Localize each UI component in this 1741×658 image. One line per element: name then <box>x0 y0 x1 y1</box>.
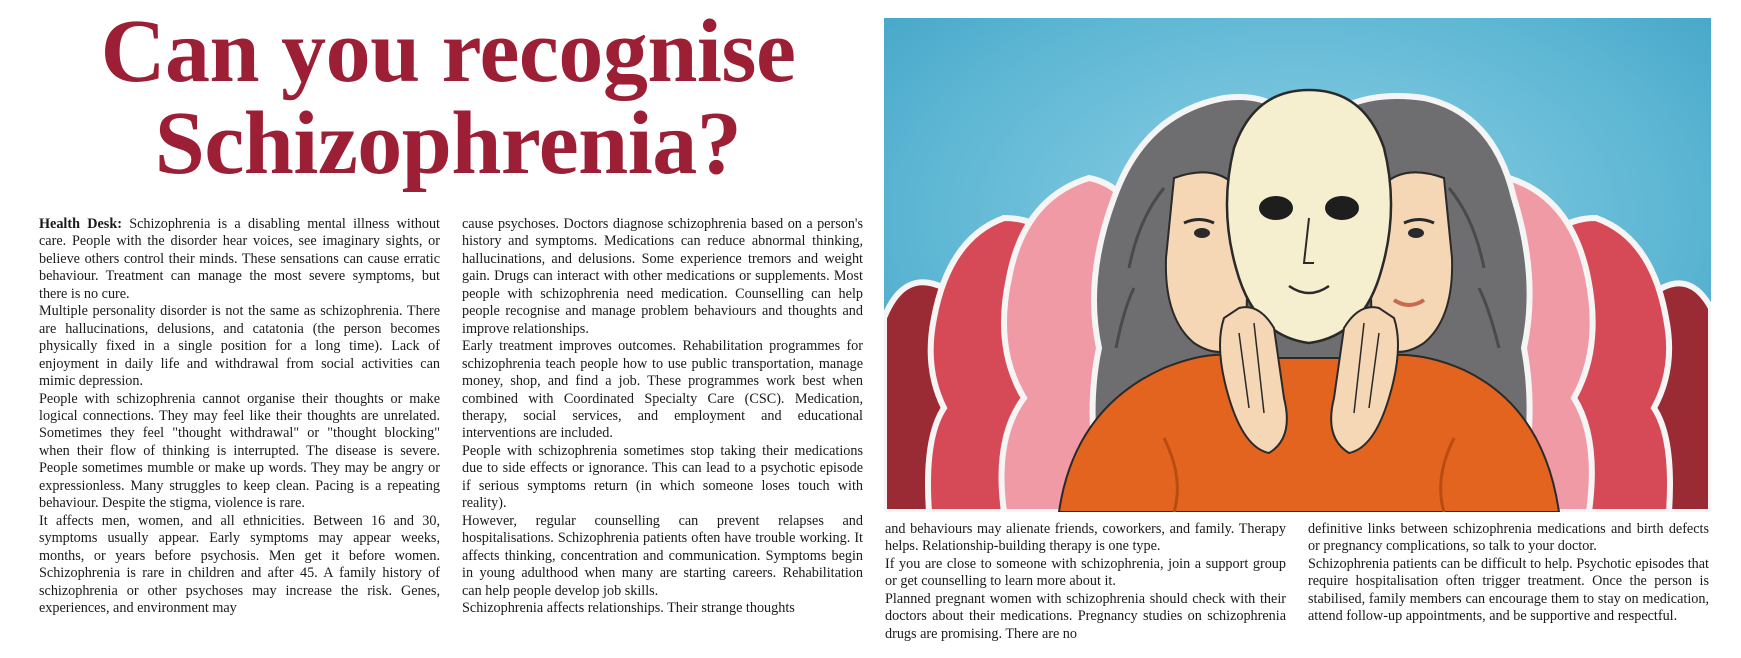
white-mask <box>1227 90 1391 343</box>
paragraph: cause psychoses. Doctors diagnose schizophrenia based on a person's history and symptoms. Medications can reduce abnormal thinking, hallucinations, and delusions. Some experience tremors and weight gain. Drugs can interact with other medications or supplements. Most people with schizophrenia need medication. Counselling can help people recognise and manage problem behaviours and thoughts and improve relationships. <box>462 216 863 337</box>
article-column-1 <box>39 216 440 617</box>
paragraph: Early treatment improves outcomes. Rehabilitation programmes for schizophrenia teach people how to use public transportation, manage money, shop, and find a job. These programmes work best when combined with Coordinated Specialty Care (CSC). Medication, therapy, social services, and employment and educational interventions are included. <box>462 338 863 442</box>
paragraph-text: Schizophrenia is a disabling mental illness without care. People with the disorder hear voices, see imaginary sights, or believe others control their minds. These sensations can cause erratic behaviour. Treatment can manage the most severe symptoms, but there is no cure. <box>39 216 440 302</box>
paragraph: and behaviours may alienate friends, coworkers, and family. Therapy helps. Relationship-building therapy is one type. <box>885 521 1286 555</box>
paragraph <box>39 216 440 303</box>
article-column-2 <box>462 216 863 617</box>
paragraph: Planned pregnant women with schizophrenia should check with their doctors about their medications. Pregnancy studies on schizophrenia drugs are promising. There are no <box>885 590 1286 642</box>
paragraph: It affects men, women, and all ethnicities. Between 16 and 30, symptoms usually appear. Early symptoms may appear weeks, months, or years before psychosis. Men get it before women. Schizophrenia is rare in children and after 45. A family history of schizophrenia or other psychoses may increase the risk. Genes, experiences, and environment may <box>39 512 440 616</box>
headline-line-2: Schizophrenia? <box>154 94 742 193</box>
headline-line-1: Can you recognise <box>100 2 796 101</box>
paragraph: If you are close to someone with schizophrenia, join a support group or get counselling to learn more about it. <box>885 555 1286 590</box>
paragraph: However, regular counselling can prevent relapses and hospitalisations. Schizophrenia patients often have trouble working. It affects thinking, concentration and communication. Symptoms begin in young adulthood when many are starting careers. Rehabilitation can help people develop job skills. <box>462 512 863 599</box>
paragraph: People with schizophrenia cannot organise their thoughts or make logical connections. They may feel like their thoughts are unrelated. Sometimes they feel "thought withdrawal" or "thought blocking" when their flow of thinking is interrupted. The disease is severe. People sometimes mumble or make up words. They may be angry or expressionless. Many struggles to keep clean. Pacing is a repeating behaviour. Despite the stigma, violence is rare. <box>39 390 440 512</box>
paragraph: Schizophrenia affects relationships. Their strange thoughts <box>462 599 795 616</box>
mask-illustration <box>884 18 1711 512</box>
headline <box>18 2 878 193</box>
paragraph: Multiple personality disorder is not the same as schizophrenia. There are hallucinations, delusions, and catatonia (the person becomes physically fixed in a single position for a long time). Lack of enjoyment in daily life and withdrawal from social activities can mimic depression. <box>39 303 440 390</box>
paragraph: People with schizophrenia sometimes stop taking their medications due to side effects or ignorance. This can lead to a psychotic episode if serious symptoms return (in which someone loses touch with reality). <box>462 442 863 512</box>
byline: Health Desk: <box>39 216 122 232</box>
article-column-4 <box>1308 521 1709 626</box>
article-column-3 <box>885 521 1286 643</box>
paragraph: Schizophrenia patients can be difficult to help. Psychotic episodes that require hospitalisation often trigger treatment. Once the person is stabilised, family members can encourage them to stay on medication, attend follow-up appointments, and be supportive and respectful. <box>1308 555 1709 625</box>
paragraph: definitive links between schizophrenia medications and birth defects or pregnancy complications, so talk to your doctor. <box>1308 521 1709 555</box>
